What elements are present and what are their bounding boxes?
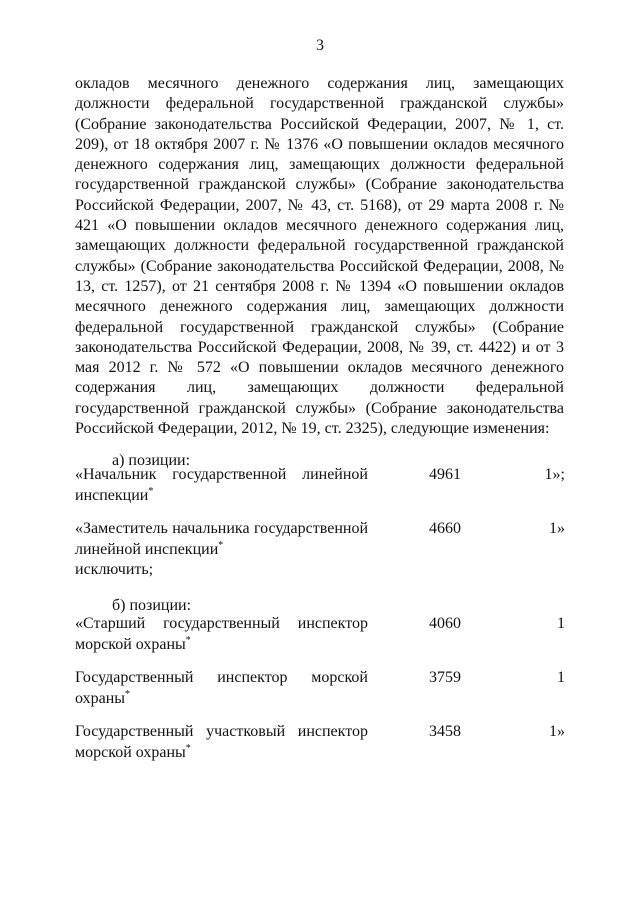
position-count: 1» (549, 520, 565, 537)
position-name: «Заместитель начальника государственной линейной инспекции* исключить; (75, 519, 368, 581)
position-name: Государственный участковый инспектор морской охраны* (75, 723, 368, 761)
table-row (75, 465, 565, 525)
position-count: 1 (557, 669, 565, 686)
intro-paragraph: окладов месячного денежного содержания лиц, замещающих должности федеральной государственной гражданской службы» (Собрание законодательства Российской Федерации, 2007, № 1, ст. 209), от 18 октября 2007 г. № 1376 «О повышении окладов месячного денежного содержания лиц, замещающих должности федеральной государственной гражданской службы» (Собрание законодательства Российской Федерации, 2007, № 43, ст. 5168), от 29 марта 2008 г. № 421 «О повышении окладов месячного денежного содержания лиц, замещающих должности федеральной государственной гражданской службы» (Собрание законодательства Российской Федерации, 2008, № 13, ст. 1257), от 21 сентября 2008 г. № 1394 «О повышении окладов месячного денежного содержания лиц, замещающих должности федеральной государственной гражданской службы» (Собрание законодательства Российской Федерации, 2008, № 39, ст. 4422) и от 3 мая 2012 г. № 572 «О повышении окладов месячного денежного содержания лиц, замещающих должности федеральной государственной гражданской службы» (Собрание законодательства Российской Федерации, 2012, № 19, ст. 2325), следующие изменения: (75, 75, 564, 438)
footnote-star: * (125, 688, 131, 700)
position-count: 1 (557, 615, 565, 632)
position-count: 1»; (544, 466, 565, 483)
section-a-label: а) позиции: (112, 452, 191, 469)
footnote-star: * (185, 634, 191, 646)
table-row (75, 722, 565, 782)
position-name: «Начальник государственной линейной инспекции* (75, 466, 368, 504)
position-salary: 4961 (429, 466, 461, 483)
position-salary: 3759 (429, 669, 461, 686)
table-row (75, 519, 565, 579)
position-count: 1» (549, 723, 565, 740)
section-b-label: б) позиции: (112, 597, 192, 614)
table-row (75, 668, 565, 728)
footnote-star: * (218, 539, 224, 551)
position-salary: 4660 (429, 520, 461, 537)
footnote-star: * (185, 742, 191, 754)
position-salary: 4060 (429, 615, 461, 632)
exclude-note: исключить; (75, 561, 154, 578)
position-name: «Старший государственный инспектор морской охраны* (75, 615, 368, 653)
footnote-star: * (148, 485, 154, 497)
page-number: 3 (316, 37, 324, 54)
position-salary: 3458 (429, 723, 461, 740)
table-row (75, 614, 565, 674)
position-name: Государственный инспектор морской охраны* (75, 669, 368, 707)
